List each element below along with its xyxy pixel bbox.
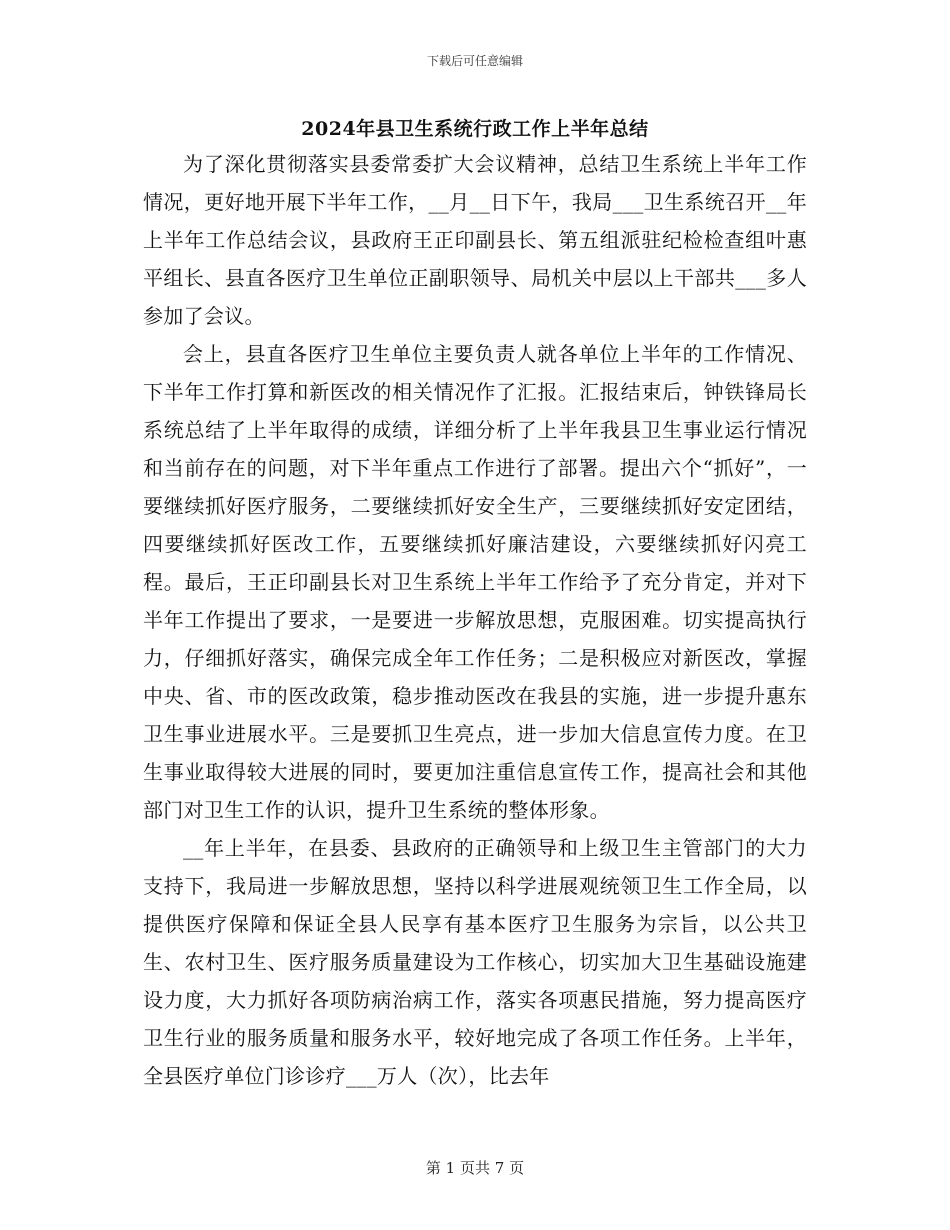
paragraph: __年上半年，在县委、县政府的正确领导和上级卫生主管部门的大力支持下，我局进一步解放思想，坚持以科学进展观统领卫生工作全局，以提供医疗保障和保证全县人民享有基本医疗卫生服务为宗旨，以公共卫生、农村卫生、医疗服务质量建设为工作核心，切实加大卫生基础设施建设力度，大力抓好各项防病治病工作，落实各项惠民措施，努力提高医疗卫生行业的服务质量和服务水平，较好地完成了各项工作任务。上半年，全县医疗单位门诊诊疗___万人（次），比去年 bbox=[143, 836, 807, 1088]
paragraph: 会上，县直各医疗卫生单位主要负责人就各单位上半年的工作情况、下半年工作打算和新医改的相关情况作了汇报。汇报结束后，钟铁锋局长系统总结了上半年取得的成绩，详细分析了上半年我县卫生事业运行情况和当前存在的问题，对下半年重点工作进行了部署。提出六个“抓好”，一要继续抓好医疗服务，二要继续抓好安全生产，三要继续抓好安定团结，四要继续抓好医改工作，五要继续抓好廉洁建设，六要继续抓好闪亮工程。最后，王正印副县长对卫生系统上半年工作给予了充分肯定，并对下半年工作提出了要求，一是要进一步解放思想，克服困难。切实提高执行力，仔细抓好落实，确保完成全年工作任务；二是积极应对新医改，掌握中央、省、市的医改政策，稳步推动医改在我县的实施，进一步提升惠东卫生事业进展水平。三是要抓卫生亮点，进一步加大信息宣传力度。在卫生事业取得较大进展的同时，要更加注重信息宣传工作，提高社会和其他部门对卫生工作的认识，提升卫生系统的整体形象。 bbox=[143, 342, 807, 822]
paragraph: 为了深化贯彻落实县委常委扩大会议精神，总结卫生系统上半年工作情况，更好地开展下半年工作，__月__日下午，我局___卫生系统召开__年上半年工作总结会议，县政府王正印副县长、第五组派驻纪检检查组叶惠平组长、县直各医疗卫生单位正副职领导、局机关中层以上干部共___多人参加了会议。 bbox=[143, 152, 807, 328]
document-body bbox=[143, 145, 807, 1095]
document-title: 2024年县卫生系统行政工作上半年总结 bbox=[301, 118, 649, 140]
page-footer: 第 1 页共 7 页 bbox=[425, 1159, 525, 1177]
header-note: 下载后可任意编辑 bbox=[426, 54, 523, 68]
